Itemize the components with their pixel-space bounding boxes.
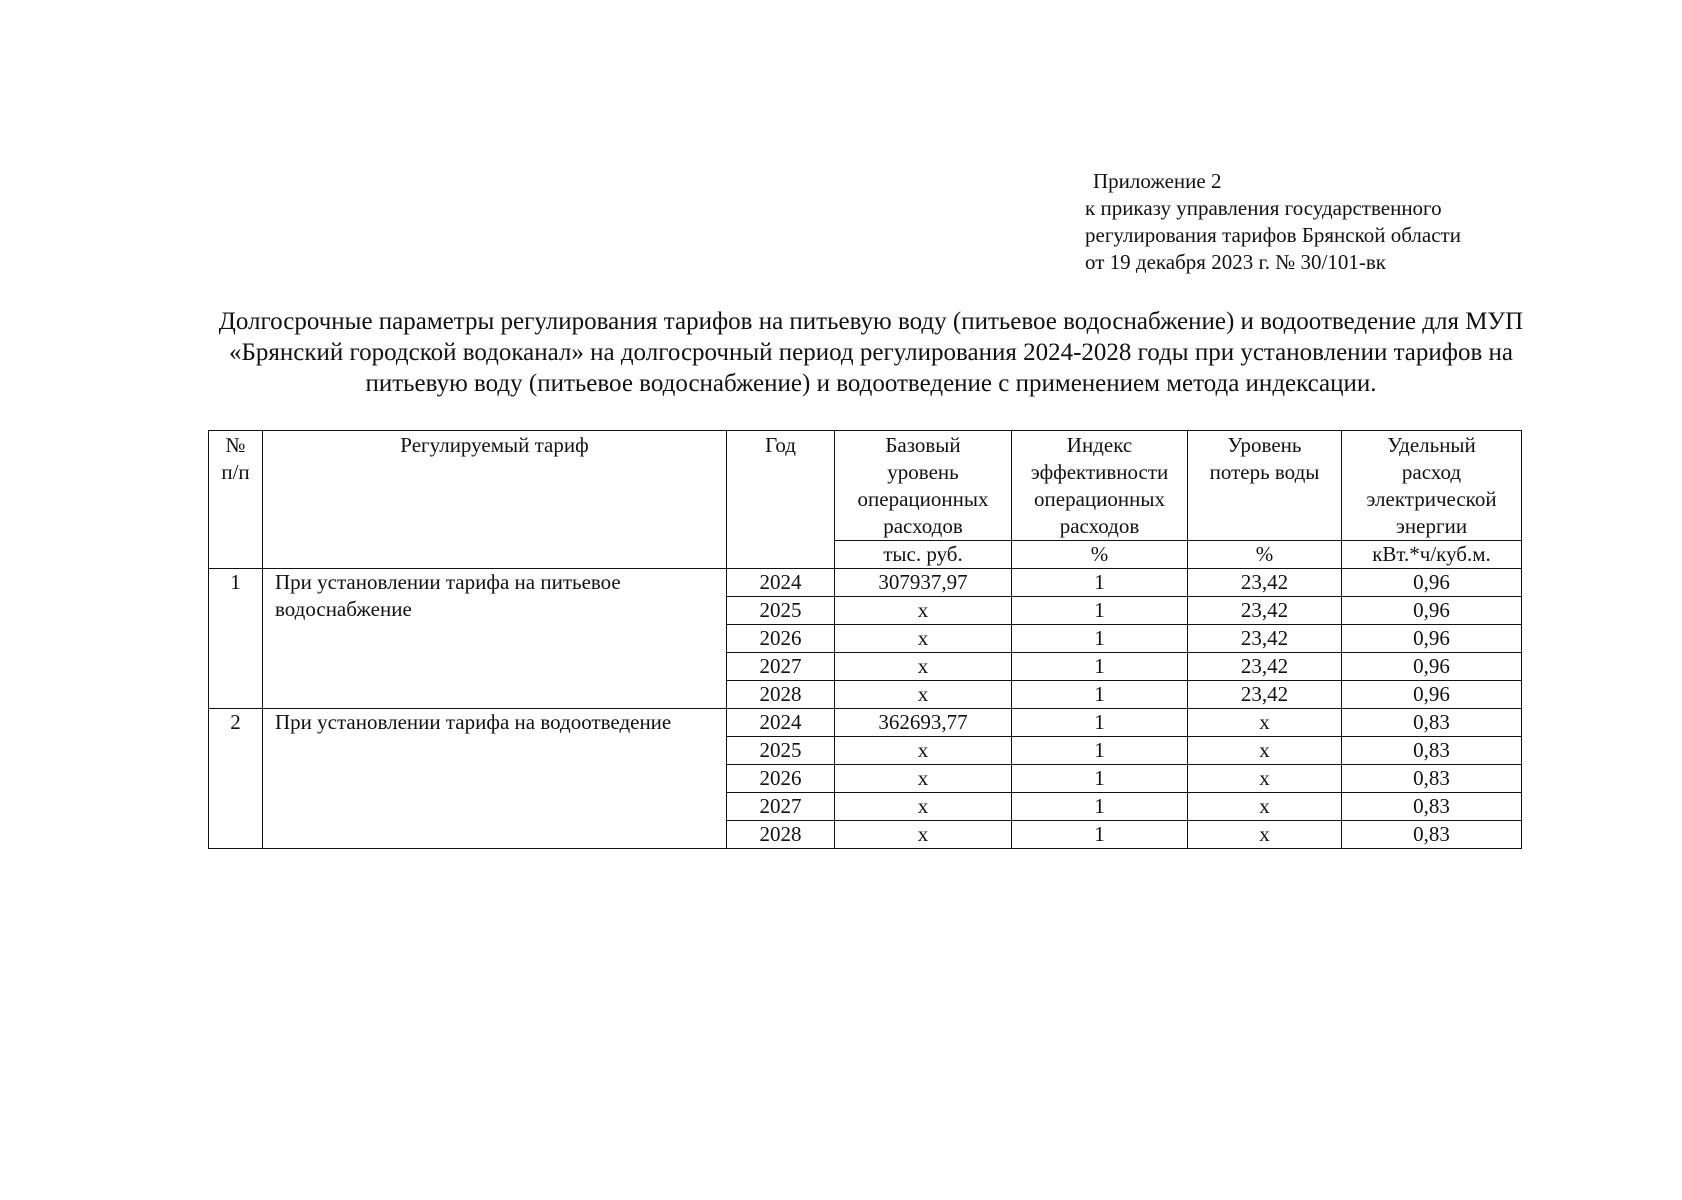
group-tariff-name: При установлении тарифа на водоотведение — [263, 709, 727, 849]
group-number: 2 — [209, 709, 263, 849]
header-energy-line: электрической — [1366, 487, 1497, 511]
cell-water-loss: х — [1188, 765, 1342, 793]
cell-year: 2024 — [727, 569, 835, 597]
cell-year: 2028 — [727, 821, 835, 849]
cell-base-cost: х — [835, 681, 1012, 709]
header-num-line: № — [225, 433, 246, 457]
title-line-3: питьевую воду (питьевое водоснабжение) и водоотведение с применением метода индексации. — [365, 370, 1377, 397]
cell-energy-use: 0,83 — [1342, 709, 1522, 737]
cell-year: 2028 — [727, 681, 835, 709]
header-energy-line: Удельный — [1387, 433, 1476, 457]
cell-water-loss: 23,42 — [1188, 653, 1342, 681]
cell-water-loss: х — [1188, 709, 1342, 737]
cell-energy-use: 0,96 — [1342, 653, 1522, 681]
header-loss-line: потерь воды — [1209, 460, 1320, 484]
header-num-line: п/п — [221, 460, 250, 484]
cell-base-cost: 362693,77 — [835, 709, 1012, 737]
parameters-table — [208, 430, 1522, 849]
table-row — [209, 709, 1522, 737]
cell-water-loss: 23,42 — [1188, 625, 1342, 653]
cell-year: 2024 — [727, 709, 835, 737]
cell-year: 2027 — [727, 653, 835, 681]
cell-energy-use: 0,96 — [1342, 625, 1522, 653]
header-base-line: операционных — [857, 487, 989, 511]
unit-energy-use: кВт.*ч/куб.м. — [1342, 541, 1522, 569]
header-index-line: операционных — [1034, 487, 1165, 511]
header-num — [209, 431, 263, 569]
header-water-loss — [1188, 431, 1342, 541]
cell-base-cost: х — [835, 653, 1012, 681]
table-header-row — [209, 431, 1522, 541]
cell-efficiency-index: 1 — [1012, 821, 1188, 849]
cell-efficiency-index: 1 — [1012, 709, 1188, 737]
document-title — [120, 306, 1622, 399]
unit-efficiency-index: % — [1012, 541, 1188, 569]
title-line-1: Долгосрочные параметры регулирования тарифов на питьевую воду (питьевое водоснабжение) и водоотведение для МУП — [218, 308, 1524, 335]
cell-year: 2026 — [727, 765, 835, 793]
cell-water-loss: х — [1188, 821, 1342, 849]
cell-base-cost: х — [835, 793, 1012, 821]
cell-energy-use: 0,96 — [1342, 597, 1522, 625]
header-energy-line: расход — [1401, 460, 1462, 484]
cell-efficiency-index: 1 — [1012, 625, 1188, 653]
cell-water-loss: 23,42 — [1188, 597, 1342, 625]
header-base-cost — [835, 431, 1012, 541]
header-base-line: Базовый — [885, 433, 961, 457]
cell-year: 2027 — [727, 793, 835, 821]
title-line-2: «Брянский городской водоканал» на долгосрочный период регулирования 2024-2028 годы при установлении тарифов на — [228, 339, 1514, 366]
cell-year: 2025 — [727, 737, 835, 765]
unit-water-loss: % — [1188, 541, 1342, 569]
cell-energy-use: 0,83 — [1342, 821, 1522, 849]
appendix-order-line: к приказу управления государственного — [1085, 196, 1442, 220]
appendix-date-line: от 19 декабря 2023 г. № 30/101-вк — [1085, 250, 1386, 274]
header-efficiency-index — [1012, 431, 1188, 541]
cell-base-cost: 307937,97 — [835, 569, 1012, 597]
unit-base-cost: тыс. руб. — [835, 541, 1012, 569]
cell-water-loss: х — [1188, 737, 1342, 765]
cell-base-cost: х — [835, 737, 1012, 765]
header-energy-use — [1342, 431, 1522, 541]
cell-energy-use: 0,83 — [1342, 793, 1522, 821]
group-tariff-name: При установлении тарифа на питьевое водоснабжение — [263, 569, 727, 709]
cell-efficiency-index: 1 — [1012, 681, 1188, 709]
cell-base-cost: х — [835, 821, 1012, 849]
header-year: Год — [727, 431, 835, 569]
appendix-authority-line: регулирования тарифов Брянской области — [1085, 223, 1461, 247]
header-index-line: Индекс — [1066, 433, 1133, 457]
cell-year: 2025 — [727, 597, 835, 625]
cell-efficiency-index: 1 — [1012, 569, 1188, 597]
cell-efficiency-index: 1 — [1012, 597, 1188, 625]
cell-year: 2026 — [727, 625, 835, 653]
cell-water-loss: х — [1188, 793, 1342, 821]
cell-base-cost: х — [835, 597, 1012, 625]
header-index-line: расходов — [1059, 514, 1140, 538]
cell-efficiency-index: 1 — [1012, 653, 1188, 681]
cell-energy-use: 0,96 — [1342, 681, 1522, 709]
cell-energy-use: 0,83 — [1342, 737, 1522, 765]
header-index-line: эффективности — [1030, 460, 1169, 484]
group-number: 1 — [209, 569, 263, 709]
header-base-line: расходов — [883, 514, 963, 538]
appendix-block — [1085, 168, 1605, 276]
cell-efficiency-index: 1 — [1012, 793, 1188, 821]
header-loss-line: Уровень — [1227, 433, 1302, 457]
parameters-table-body — [209, 431, 1522, 849]
cell-efficiency-index: 1 — [1012, 737, 1188, 765]
appendix-title: Приложение 2 — [1093, 169, 1222, 193]
table-row — [209, 569, 1522, 597]
cell-energy-use: 0,96 — [1342, 569, 1522, 597]
header-tariff: Регулируемый тариф — [263, 431, 727, 569]
cell-energy-use: 0,83 — [1342, 765, 1522, 793]
cell-efficiency-index: 1 — [1012, 765, 1188, 793]
cell-water-loss: 23,42 — [1188, 681, 1342, 709]
header-base-line: уровень — [887, 460, 959, 484]
cell-water-loss: 23,42 — [1188, 569, 1342, 597]
cell-base-cost: х — [835, 765, 1012, 793]
header-energy-line: энергии — [1395, 514, 1468, 538]
cell-base-cost: х — [835, 625, 1012, 653]
